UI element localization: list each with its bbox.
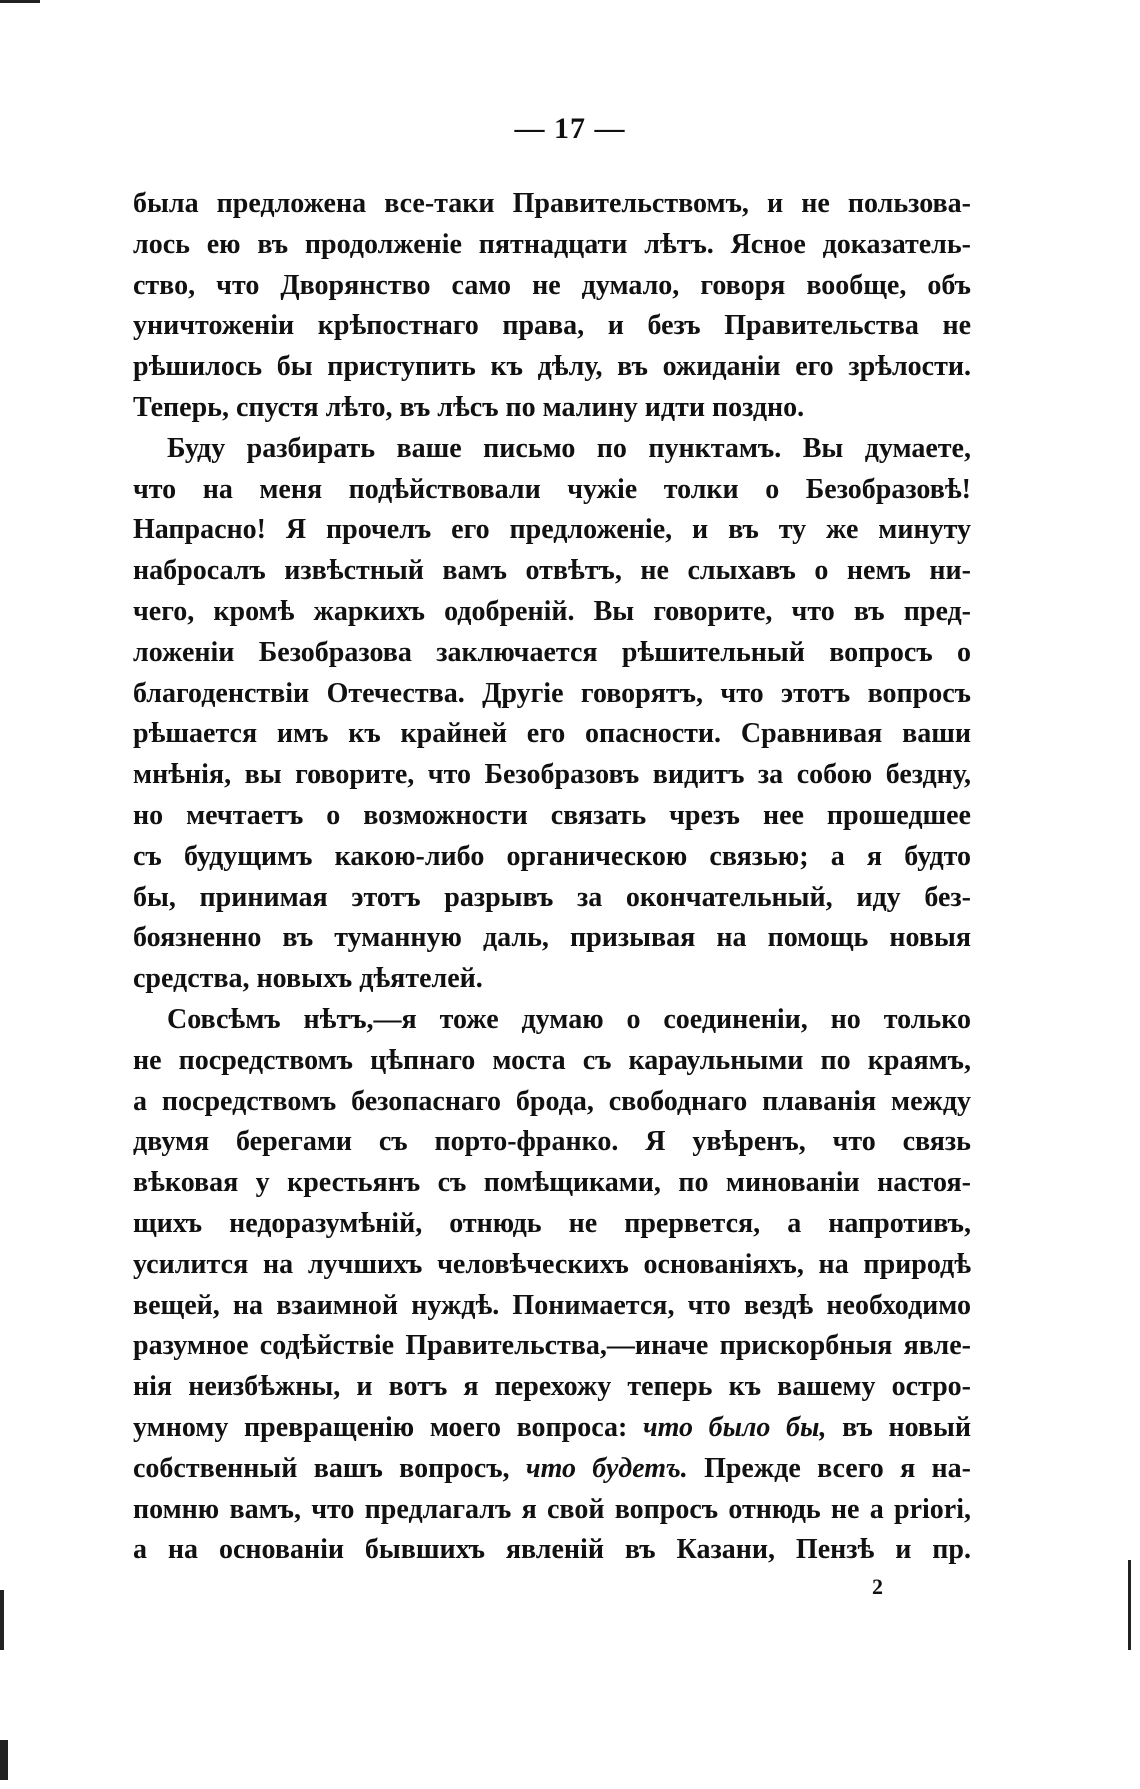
italic-phrase: что будетъ.	[525, 1452, 688, 1484]
text-line: Теперь, спустя лѣто, въ лѣсъ по малину идти поздно.	[133, 391, 805, 423]
text-line: щихъ недоразумѣній, отнюдь не прервется, а напротивъ,	[133, 1207, 971, 1239]
scan-edge-mark	[0, 1740, 8, 1780]
text-line: нія неизбѣжны, и вотъ я перехожу теперь къ вашему остро-	[133, 1371, 971, 1403]
text-line: боязненно въ туманную даль, призывая на помощь новыя	[133, 922, 971, 954]
text-line: Напрасно! Я прочелъ его предложеніе, и въ ту же минуту	[133, 514, 971, 546]
text-line: рѣшается имъ къ крайней его опасности. Сравнивая ваши	[133, 718, 971, 750]
text-line: мнѣнія, вы говорите, что Безобразовъ видитъ за собою бездну,	[133, 759, 971, 791]
text-line: лось ею въ продолженіе пятнадцати лѣтъ. Ясное доказатель-	[133, 228, 971, 260]
page-number: — 17 —	[514, 112, 626, 145]
scan-edge-mark	[0, 1590, 4, 1650]
text-line: чего, кромѣ жаркихъ одобреній. Вы говорите, что въ пред-	[133, 595, 971, 627]
text-segment: собственный вашъ вопросъ,	[133, 1452, 510, 1484]
text-line: рѣшилось бы приступить къ дѣлу, въ ожиданіи его зрѣлости.	[133, 351, 971, 383]
text-line: была предложена все-таки Правительствомъ, и не пользова-	[133, 188, 971, 219]
text-line: набросалъ извѣстный вамъ отвѣтъ, не слыхавъ о немъ ни-	[133, 555, 971, 587]
text-line: разумное содѣйствіе Правительства,—иначе прискорбныя явле-	[133, 1330, 971, 1362]
text-line: уничтоженіи крѣпостнаго права, и безъ Правительства не	[133, 310, 971, 342]
text-line: а на основаніи бывшихъ явленій въ Казани, Пензѣ и пр.	[133, 1534, 971, 1566]
text-line: бы, принимая этотъ разрывъ за окончательный, иду без-	[133, 881, 971, 913]
text-line: Буду разбирать ваше письмо по пунктамъ. Вы думаете,	[167, 432, 971, 464]
body-text	[133, 184, 971, 1571]
text-line: помню вамъ, что предлагалъ я свой вопросъ отнюдь не a priori,	[133, 1493, 971, 1525]
scan-edge-mark	[1128, 1560, 1131, 1650]
text-line: ство, что Дворянство само не думало, говоря вообще, объ	[133, 269, 971, 301]
text-line-with-italic	[133, 1408, 971, 1449]
text-segment: Прежде всего я на-	[704, 1452, 972, 1484]
text-line: ложеніи Безобразова заключается рѣшительный вопросъ о	[133, 636, 971, 668]
text-line: вѣковая у крестьянъ съ помѣщиками, по минованіи настоя-	[133, 1167, 971, 1199]
italic-phrase: что было бы,	[642, 1411, 827, 1443]
text-line: вещей, на взаимной нуждѣ. Понимается, что вездѣ необходимо	[133, 1289, 971, 1321]
text-line: а посредствомъ безопаснаго брода, свободнаго плаванія между	[133, 1085, 971, 1117]
scan-edge-mark	[0, 0, 40, 3]
signature-mark: 2	[872, 1574, 883, 1599]
text-line: усилится на лучшихъ человѣческихъ основаніяхъ, на природѣ	[133, 1248, 971, 1280]
text-line: съ будущимъ какою-либо органическою связью; а я будто	[133, 840, 971, 872]
text-line-with-italic	[133, 1449, 971, 1490]
text-line: что на меня подѣйствовали чужіе толки о Безобразовѣ!	[133, 473, 971, 505]
text-segment: въ новый	[842, 1411, 971, 1443]
text-line: но мечтаетъ о возможности связать чрезъ нее прошедшее	[133, 799, 971, 831]
text-line: Совсѣмъ нѣтъ,—я тоже думаю о соединеніи, но только	[167, 1003, 971, 1035]
text-line: средства, новыхъ дѣятелей.	[133, 963, 483, 995]
text-line: двумя берегами съ порто-франко. Я увѣренъ, что связь	[133, 1126, 971, 1158]
text-line: благоденствіи Отечества. Другіе говорятъ, что этотъ вопросъ	[133, 677, 971, 709]
text-segment: умному превращенію моего вопроса:	[133, 1411, 628, 1443]
text-line: не посредствомъ цѣпнаго моста съ караульными по краямъ,	[133, 1044, 971, 1076]
